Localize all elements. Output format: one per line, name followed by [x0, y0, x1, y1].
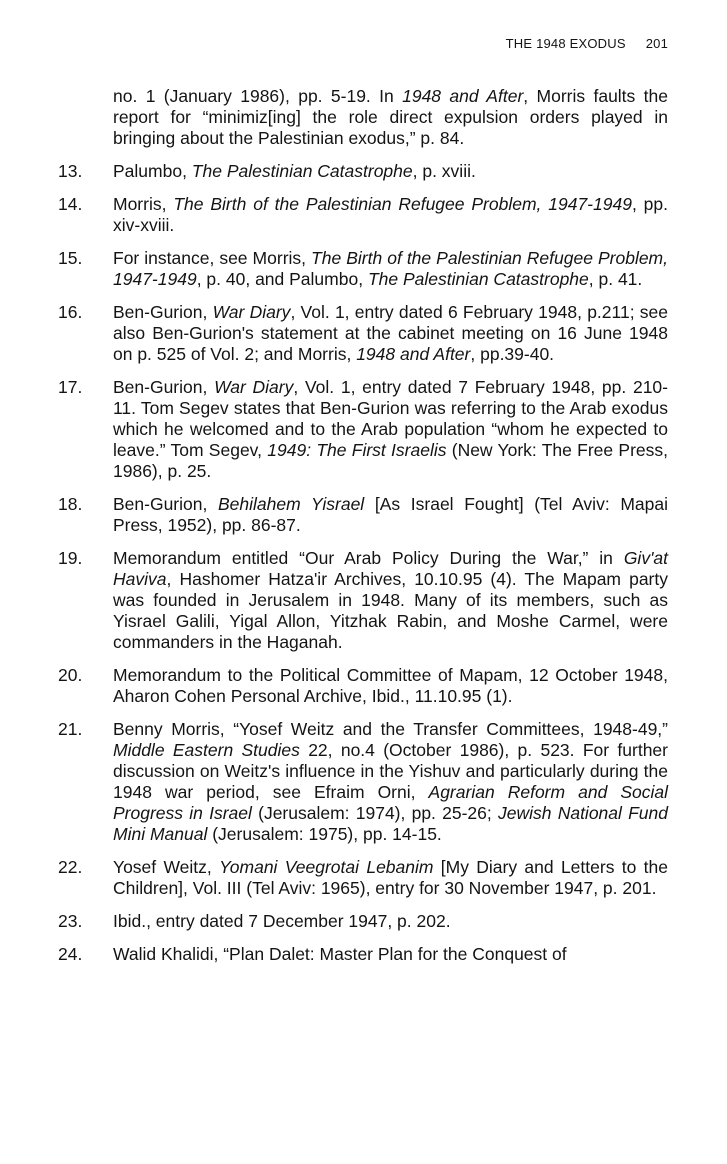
- endnote: [58, 248, 668, 290]
- endnote: [58, 194, 668, 236]
- endnotes: [58, 86, 668, 977]
- note-number: 16.: [58, 302, 83, 322]
- note-segment-italic: The Birth of the Palestinian Refugee Problem, 1947-1949: [173, 194, 632, 214]
- running-title: THE 1948 EXODUS: [505, 36, 626, 51]
- note-segment: (New York: The Free Press, 1986), p. 25.: [113, 440, 668, 481]
- note-text: [113, 548, 668, 653]
- endnote: [58, 944, 668, 965]
- note-segment: , Hashomer Hatza'ir Archives, 10.10.95 (4). The Mapam party was founded in Jerusalem in 1948. Many of its members, such as Yisrael Galili, Yigal Allon, Yitzhak Rabin, and Moshe Carmel, were commanders in the Haganah.: [113, 569, 668, 652]
- note-segment: , Morris faults the report for “minimiz[ing] the role direct expulsion orders played in bringing about the Palestinian exodus,” p. 84.: [113, 86, 668, 148]
- note-text: [113, 719, 668, 845]
- note-segment-italic: The Palestinian Catastrophe: [191, 161, 413, 181]
- note-text: [113, 248, 668, 290]
- note-segment: Ben-Gurion,: [113, 302, 213, 322]
- endnote: [58, 857, 668, 899]
- note-segment: Walid Khalidi, “Plan Dalet: Master Plan for the Conquest of: [113, 944, 567, 964]
- note-number: 20.: [58, 665, 83, 685]
- notes-list: [58, 161, 668, 965]
- note-text: [113, 377, 668, 482]
- endnote: [58, 377, 668, 482]
- note-number: 22.: [58, 857, 83, 877]
- note-segment: , pp. xiv-xviii.: [113, 194, 669, 235]
- note-segment-italic: Behilahem Yisrael: [218, 494, 365, 514]
- note-segment: , Vol. 1, entry dated 6 February 1948, p.211; see also Ben-Gurion's statement at the cabinet meeting on 16 June 1948 on p. 525 of Vol. 2; and Morris,: [113, 302, 668, 364]
- note-segment: Ben-Gurion,: [113, 494, 218, 514]
- page-number: 201: [645, 36, 668, 51]
- note-segment: , p. 41.: [588, 269, 643, 289]
- note-number: 21.: [58, 719, 83, 739]
- note-segment: no. 1 (January 1986), pp. 5-19. In: [113, 86, 403, 106]
- note-segment-italic: Yomani Veegrotai Lebanim: [219, 857, 434, 877]
- note-segment: [As Israel Fought] (Tel Aviv: Mapai Press, 1952), pp. 86-87.: [113, 494, 668, 535]
- note-text: [113, 494, 668, 536]
- note-segment: 22, no.4 (October 1986), p. 523. For further discussion on Weitz's influence in the Yishuv and particularly during the 1948 war period, see Efraim Orni,: [113, 740, 668, 802]
- note-segment: , pp.39-40.: [470, 344, 555, 364]
- note-text: [113, 944, 668, 965]
- note-segment-italic: The Palestinian Catastrophe: [367, 269, 589, 289]
- endnote: [58, 548, 668, 653]
- endnote: [58, 161, 668, 182]
- note-segment-italic: War Diary: [214, 377, 294, 397]
- note-segment: Palumbo,: [113, 161, 192, 181]
- note-text: [113, 161, 668, 182]
- note-text: [113, 665, 668, 707]
- note-number: 17.: [58, 377, 83, 397]
- note-segment: (Jerusalem: 1974), pp. 25-26;: [251, 803, 498, 823]
- note-segment: Yosef Weitz,: [113, 857, 220, 877]
- note-number: 19.: [58, 548, 83, 568]
- endnote: [58, 719, 668, 845]
- note-segment-italic: Jewish National Fund Mini Manual: [113, 803, 669, 844]
- note-segment: Benny Morris, “Yosef Weitz and the Transfer Committees, 1948-49,”: [113, 719, 668, 739]
- note-segment: For instance, see Morris,: [113, 248, 312, 268]
- note-segment-italic: 1948 and After: [402, 86, 524, 106]
- note-text: [113, 857, 668, 899]
- note-continuation: [58, 86, 668, 149]
- note-segment-italic: 1948 and After: [356, 344, 471, 364]
- note-text: [113, 302, 668, 365]
- note-segment: , Vol. 1, entry dated 7 February 1948, pp. 210-11. Tom Segev states that Ben-Gurion was referring to the Arab exodus which he welcomed and to the Arab population “whom he expected to leave.” Tom Segev,: [113, 377, 668, 460]
- note-text: [113, 911, 668, 932]
- note-segment-italic: 1949: The First Israelis: [267, 440, 447, 460]
- note-segment: , p. xviii.: [412, 161, 476, 181]
- note-segment: , p. 40, and Palumbo,: [196, 269, 368, 289]
- note-segment: Memorandum entitled “Our Arab Policy During the War,” in: [113, 548, 624, 568]
- note-segment: Memorandum to the Political Committee of Mapam, 12 October 1948, Aharon Cohen Personal Archive, Ibid., 11.10.95 (1).: [113, 665, 668, 706]
- note-text: [113, 194, 668, 236]
- note-number: 13.: [58, 161, 83, 181]
- endnote: [58, 494, 668, 536]
- note-segment: (Jerusalem: 1975), pp. 14-15.: [207, 824, 442, 844]
- note-segment-italic: Giv'at Haviva: [113, 548, 668, 589]
- note-number: 15.: [58, 248, 83, 268]
- endnote: [58, 302, 668, 365]
- running-head: [506, 36, 668, 51]
- endnote: [58, 911, 668, 932]
- note-number: 18.: [58, 494, 83, 514]
- note-segment: Ibid., entry dated 7 December 1947, p. 202.: [113, 911, 451, 931]
- note-segment: Ben-Gurion,: [113, 377, 215, 397]
- note-segment: Morris,: [113, 194, 174, 214]
- note-number: 14.: [58, 194, 83, 214]
- note-segment-italic: Agrarian Reform and Social Progress in Israel: [113, 782, 669, 823]
- note-segment-italic: The Birth of the Palestinian Refugee Problem, 1947-1949: [113, 248, 668, 289]
- note-segment: [My Diary and Letters to the Children], Vol. III (Tel Aviv: 1965), entry for 30 November 1947, p. 201.: [113, 857, 668, 898]
- note-segment-italic: War Diary: [212, 302, 291, 322]
- note-number: 24.: [58, 944, 83, 964]
- note-segment-italic: Middle Eastern Studies: [113, 740, 300, 760]
- note-number: 23.: [58, 911, 83, 931]
- endnote: [58, 665, 668, 707]
